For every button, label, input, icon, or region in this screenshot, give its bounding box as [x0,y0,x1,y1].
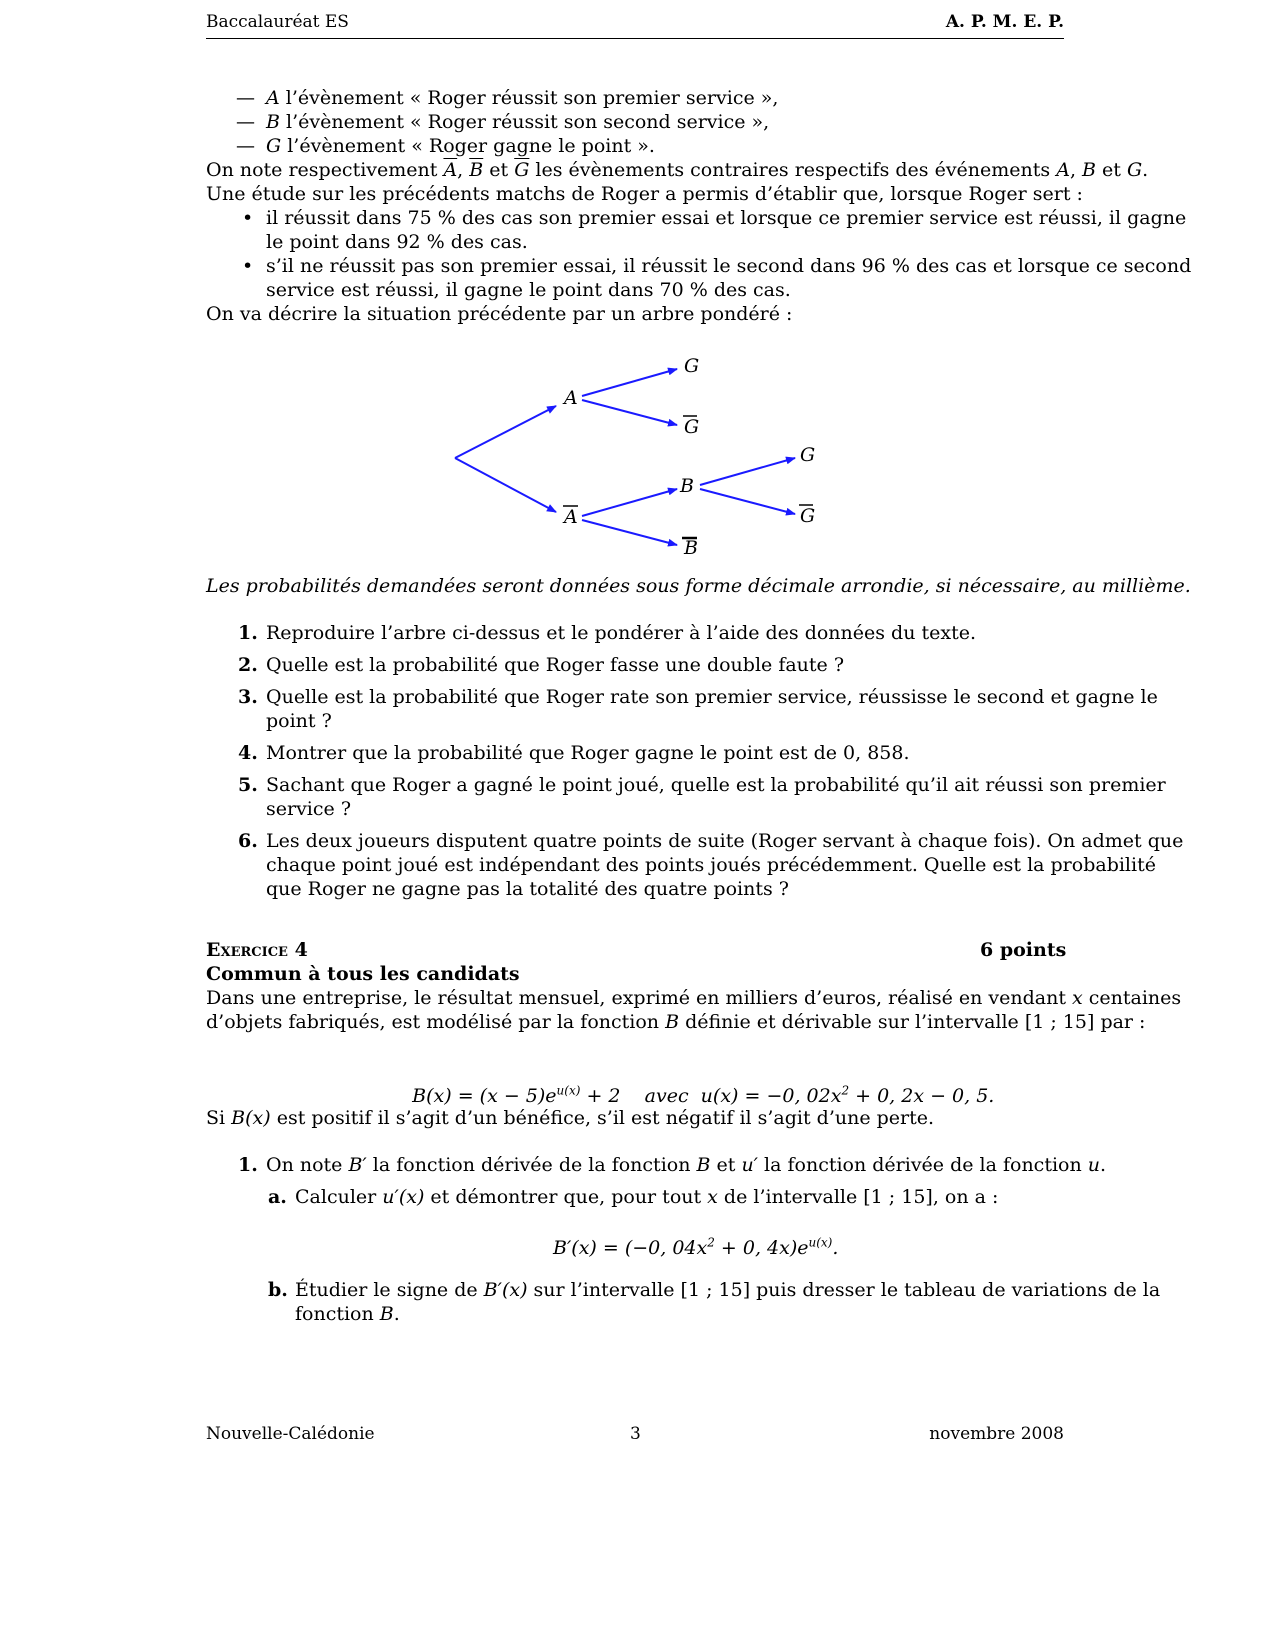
tree-label-b: B [680,475,694,497]
header-left: Baccalauréat ES [206,12,349,32]
tree-label-a: A [564,387,578,409]
question-text: Les deux joueurs disputent quatre points de suite (Roger servant à chaque fois). On admet que [266,830,1184,852]
footer-right: novembre 2008 [929,1424,1064,1444]
branch-abar-b [582,489,677,516]
header-right: A. P. M. E. P. [945,12,1064,32]
bullet-text: le point dans 92 % des cas. [266,231,528,253]
branch-root-a [455,406,556,458]
tree-label-gbar: G [684,416,700,438]
branch-b-g [700,458,795,485]
question-number: 1. [238,622,258,644]
study-intro: Une étude sur les précédents matchs de Roger a permis d’établir que, lorsque Roger sert : [206,183,1083,205]
branch-b-gbar [700,489,795,514]
exercise-subtitle: Commun à tous les candidats [206,963,520,985]
question-number: 3. [238,686,258,708]
probability-tree [0,0,1275,600]
bullet-marker: • [242,207,254,229]
question-text: Montrer que la probabilité que Roger gagne le point est de 0, 858. [266,742,910,764]
tree-label-bbar: B [684,537,698,559]
contraries-sentence: On note respectivement $\overline{A}$, $\overline{B}$ et $\overline{G}$ les évènements contraires respectifs des événements A, B et G. [206,159,1149,181]
question-text: chaque point joué est indépendant des points joués précédemment. Quelle est la probabilité [266,854,1156,876]
bullet-marker: • [242,255,254,277]
question-text: service ? [266,798,351,820]
bullet-text: il réussit dans 75 % des cas son premier essai et lorsque ce premier service est réussi, il gagne [266,207,1187,229]
subquestion-label: a. [268,1186,287,1208]
event-definition: — G l’évènement « Roger gagne le point ». [236,135,655,157]
question-number: 4. [238,742,258,764]
branch-a-g [582,369,677,396]
question-number: 6. [238,830,258,852]
tree-label-g: G [684,355,700,377]
question-text: Quelle est la probabilité que Roger fasse une double faute ? [266,654,845,676]
exercise-intro: d’objets fabriqués, est modélisé par la fonction B définie et dérivable sur l’intervalle [1 ; 15] par : [206,1011,1146,1033]
page-number: 3 [630,1424,641,1444]
formula-derivative: B′(x) = (−0, $04x^2 + 0$, $4x)e^{u(x)}$. [553,1235,839,1259]
bullet-text: s’il ne réussit pas son premier essai, il réussit le second dans 96 % des cas et lorsque ce second [266,255,1192,277]
branch-a-gbar [582,400,677,425]
tree-label-abar: A [564,506,578,528]
footer-left: Nouvelle-Calédonie [206,1424,375,1444]
question-number: 1. [238,1154,258,1176]
question-text: Sachant que Roger a gagné le point joué, quelle est la probabilité qu’il ait réussi son premier [266,774,1166,796]
formula-b: $B(x) = (x - 5)e^{u(x)} + 2$ avec u(x) = −0, $02x^2 + 0$, 2x − 0, 5. [412,1083,995,1107]
exercise-intro: Dans une entreprise, le résultat mensuel, exprimé en milliers d’euros, réalisé en vendant x centaines [206,987,1182,1009]
exercise-points: 6 points [980,939,1067,961]
question-text: Quelle est la probabilité que Roger rate son premier service, réussisse le second et gagne le [266,686,1158,708]
question-text: On note B′ la fonction dérivée de la fonction B et u′ la fonction dérivée de la fonction u. [266,1154,1107,1176]
precision-note: Les probabilités demandées seront données sous forme décimale arrondie, si nécessaire, au millième. [206,575,1191,597]
question-text: Reproduire l’arbre ci-dessus et le pondérer à l’aide des données du texte. [266,622,977,644]
question-text: point ? [266,710,332,732]
subquestion-text: Calculer u′(x) et démontrer que, pour tout x de l’intervalle [1 ; 15], on a : [295,1186,999,1208]
subquestion-text: Étudier le signe de B′(x) sur l’intervalle [1 ; 15] puis dresser le tableau de variations de la [295,1279,1161,1301]
tree-intro: On va décrire la situation précédente par un arbre pondéré : [206,303,793,325]
branch-abar-bbar [582,520,677,545]
tree-label-g: G [800,444,816,466]
question-number: 2. [238,654,258,676]
bullet-text: service est réussi, il gagne le point dans 70 % des cas. [266,279,791,301]
sign-note: Si B(x) est positif il s’agit d’un bénéfice, s’il est négatif il s’agit d’une perte. [206,1107,935,1129]
exercise-title: Exercice 4 [206,939,308,961]
event-definition: — B l’évènement « Roger réussit son second service », [236,111,770,133]
subquestion-label: b. [268,1279,288,1301]
event-definition: — A l’évènement « Roger réussit son premier service », [236,87,779,109]
branch-root-abar [455,458,556,512]
question-text: que Roger ne gagne pas la totalité des quatre points ? [266,878,789,900]
subquestion-text: fonction B. [295,1303,400,1325]
tree-label-gbar: G [800,505,816,527]
question-number: 5. [238,774,258,796]
